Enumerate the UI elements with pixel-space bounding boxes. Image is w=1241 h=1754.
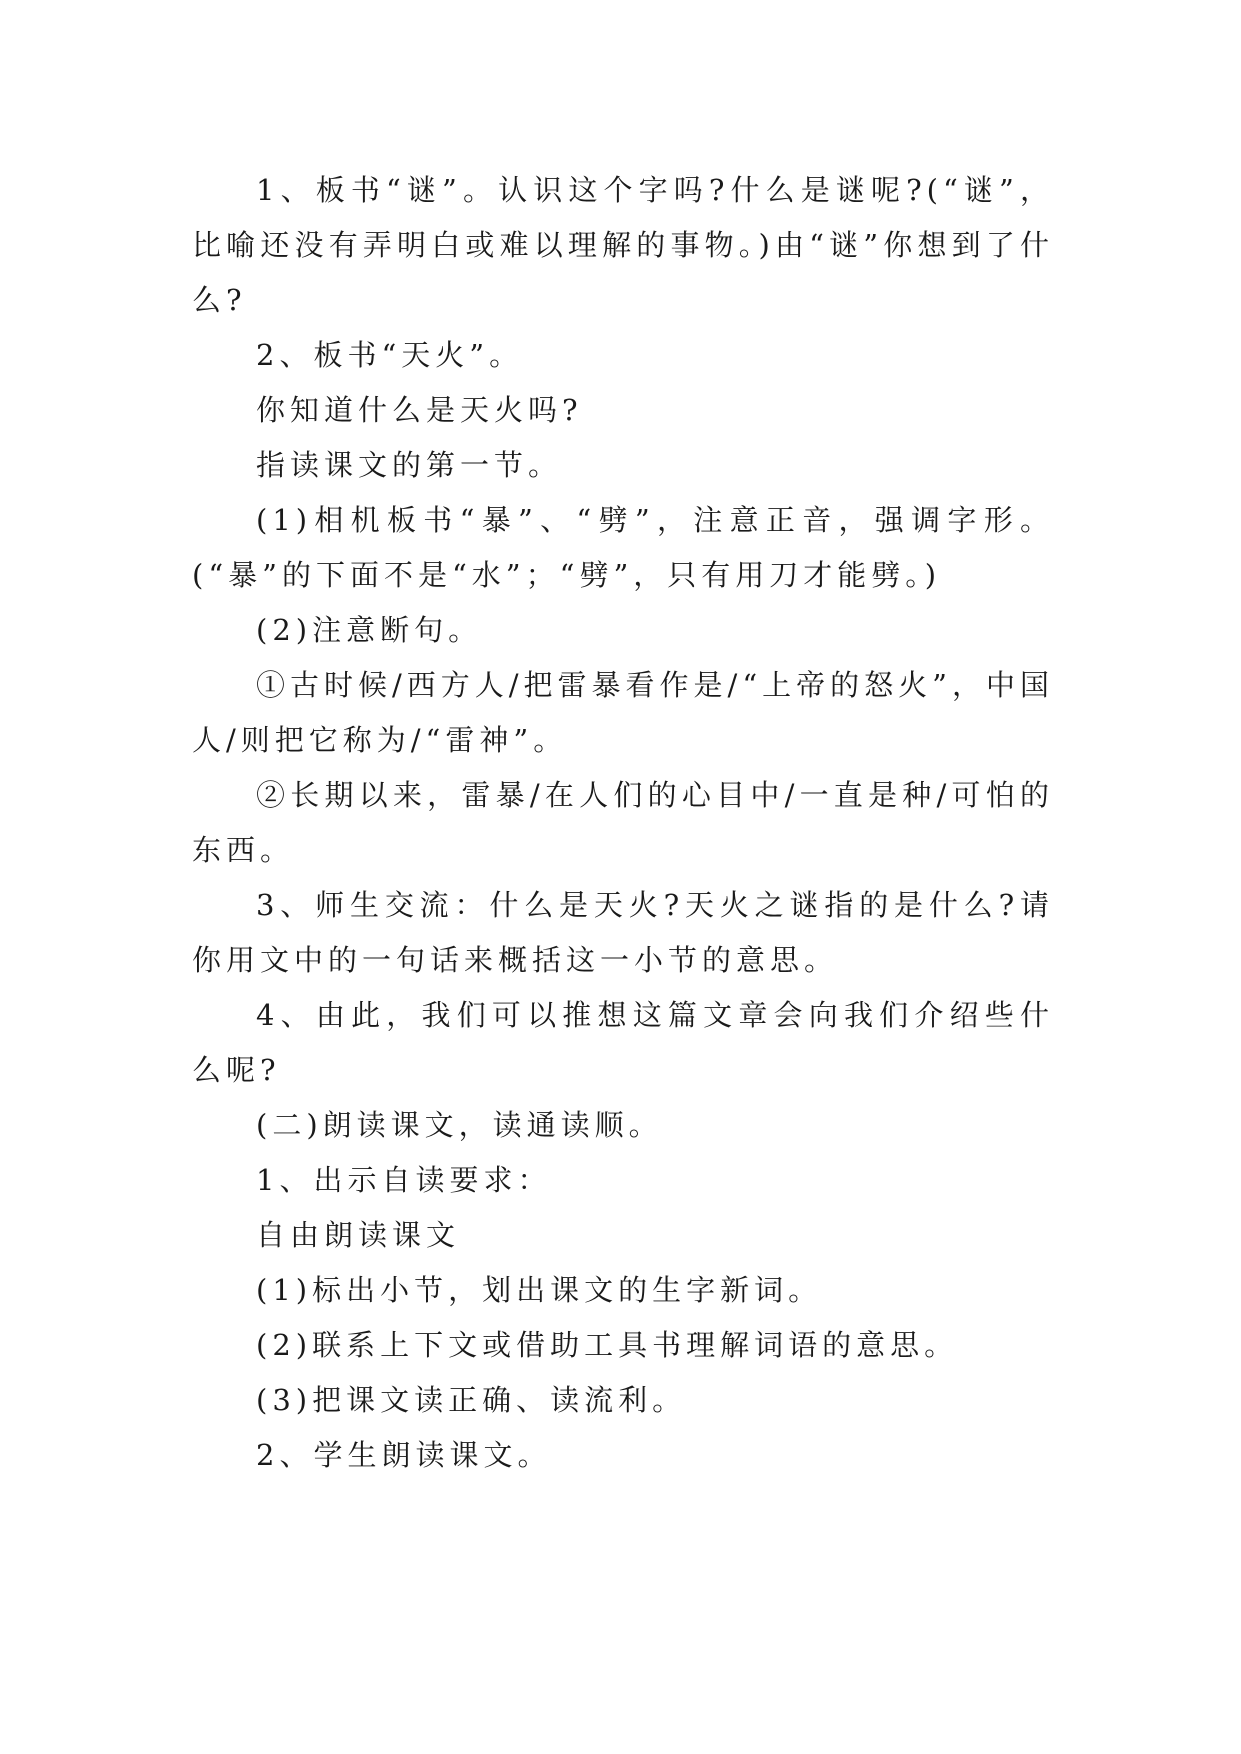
document-body — [192, 163, 1054, 1483]
paragraph-13: 自由朗读课文 — [256, 1218, 461, 1252]
paragraph-17: 2、学生朗读课文。 — [256, 1438, 552, 1472]
paragraph-9: 3、师生交流：什么是天火?天火之谜指的是什么?请你用文中的一句话来概括这一小节的意思。 — [192, 888, 1054, 977]
paragraph-14: (1)标出小节，划出课文的生字新词。 — [256, 1273, 823, 1307]
paragraph-11: (二)朗读课文，读通读顺。 — [256, 1108, 663, 1142]
paragraph-2: 2、板书“天火”。 — [256, 338, 524, 372]
paragraph-8: ②长期以来，雷暴/在人们的心目中/一直是种/可怕的东西。 — [192, 778, 1054, 867]
paragraph-15: (2)联系上下文或借助工具书理解词语的意思。 — [256, 1328, 959, 1362]
paragraph-1: 1、板书“谜”。认识这个字吗?什么是谜呢?(“谜”，比喻还没有弄明白或难以理解的事物。)由“谜”你想到了什么? — [192, 173, 1054, 317]
paragraph-10: 4、由此，我们可以推想这篇文章会向我们介绍些什么呢? — [192, 998, 1054, 1087]
paragraph-7: ①古时候/西方人/把雷暴看作是/“上帝的怒火”，中国人/则把它称为/“雷神”。 — [192, 668, 1054, 757]
paragraph-5: (1)相机板书“暴”、“劈”，注意正音，强调字形。(“暴”的下面不是“水”；“劈”，只有用刀才能劈。) — [192, 503, 1054, 592]
paragraph-3: 你知道什么是天火吗? — [256, 393, 583, 427]
paragraph-4: 指读课文的第一节。 — [256, 448, 563, 482]
paragraph-16: (3)把课文读正确、读流利。 — [256, 1383, 687, 1417]
paragraph-12: 1、出示自读要求： — [256, 1163, 552, 1197]
paragraph-6: (2)注意断句。 — [256, 613, 483, 647]
